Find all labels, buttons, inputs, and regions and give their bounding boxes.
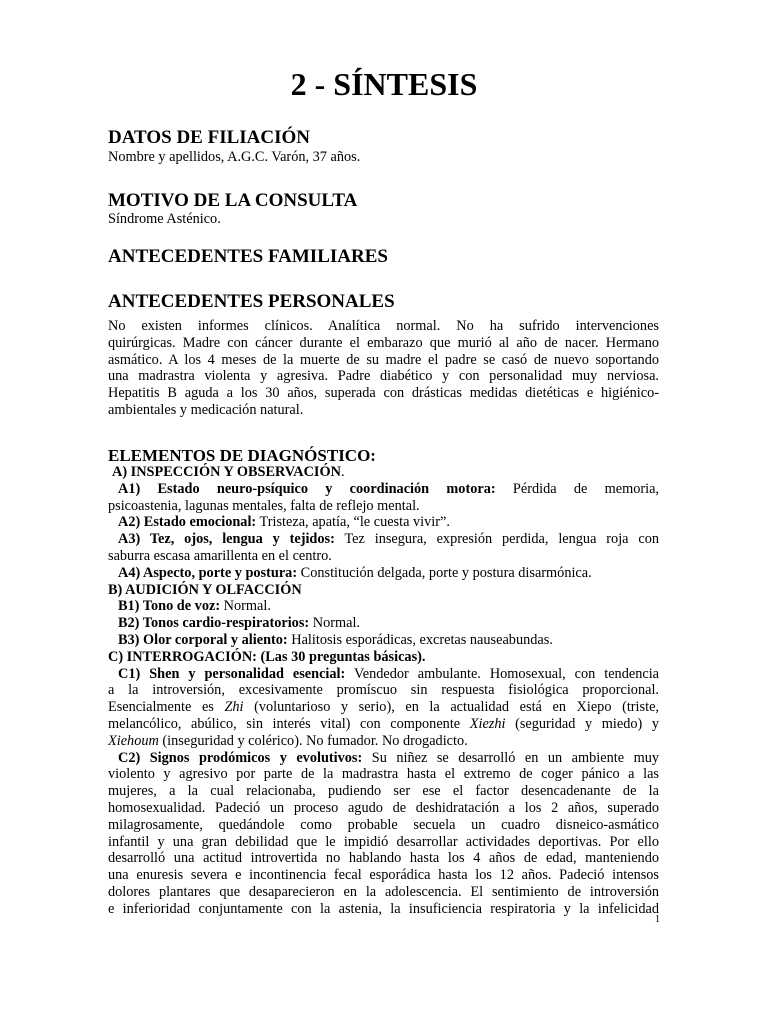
- text-line: mujeres, a la cual relacionaba, pudiendo ser ese el factor desencadenante de la: [108, 783, 659, 800]
- item-c1: C1) Shen y personalidad esencial: Vendedor ambulante. Homosexual, con tendencia: [118, 665, 660, 682]
- item-b1: B1) Tono de voz: Normal.: [118, 598, 271, 615]
- text-line: e inferioridad conjuntamente con la astenia, la insuficiencia respiratoria y la infelicidad: [108, 900, 659, 917]
- item-a4: A4) Aspecto, porte y postura: Constitución delgada, porte y postura disarmónica.: [118, 564, 592, 581]
- subsection-a: A) INSPECCIÓN Y OBSERVACIÓN.: [112, 464, 345, 480]
- section-heading-personales: ANTECEDENTES PERSONALES: [108, 291, 395, 312]
- section-heading-diagnostico: ELEMENTOS DE DIAGNÓSTICO:: [108, 446, 376, 465]
- text-line: quirúrgicas. Madre con cáncer durante el embarazo que murió al año de nacer. Hermano: [108, 334, 659, 351]
- item-a1: A1) Estado neuro-psíquico y coordinación motora: Pérdida de memoria,: [118, 480, 660, 497]
- item-a4-label: A4) Aspecto, porte y postura:: [118, 564, 298, 581]
- item-a3-label: A3) Tez, ojos, lengua y tejidos:: [118, 531, 335, 548]
- text-line: Xiehoum (inseguridad y colérico). No fumador. No drogadicto.: [108, 732, 468, 749]
- text-line: Esencialmente es Zhi (voluntarioso y serio), en la actualidad está en Xiepo (triste,: [108, 699, 659, 716]
- section-heading-motivo: MOTIVO DE LA CONSULTA: [108, 190, 358, 211]
- item-b2-label: B2) Tonos cardio-respiratorios:: [118, 615, 310, 632]
- page-number: 1: [655, 914, 660, 925]
- motivo-text: Síndrome Asténico.: [108, 211, 221, 227]
- item-c1-label: C1) Shen y personalidad esencial:: [118, 665, 346, 682]
- item-b3: B3) Olor corporal y aliento: Halitosis esporádicas, excretas nauseabundas.: [118, 631, 553, 648]
- item-c2: C2) Signos prodómicos y evolutivos: Su niñez se desarrolló en un ambiente muy: [118, 749, 659, 766]
- item-a2: A2) Estado emocional: Tristeza, apatía, “le cuesta vivir”.: [118, 514, 450, 531]
- text-line: homosexualidad. Padeció un proceso agudo de deshidratación a los 2 años, superado: [108, 799, 659, 816]
- item-a1-label: A1) Estado neuro-psíquico y coordinación motora:: [118, 480, 496, 497]
- item-a3: A3) Tez, ojos, lengua y tejidos: Tez insegura, expresión perdida, lengua roja con: [118, 531, 659, 548]
- section-heading-filiacion: DATOS DE FILIACIÓN: [108, 127, 311, 148]
- text-line: melancólico, abúlico, sin interés vital) con componente Xiezhi (seguridad y miedo) y: [108, 715, 659, 732]
- term-zhi: Zhi: [224, 699, 244, 716]
- term-xiezhi: Xiezhi: [469, 715, 506, 732]
- text-line: Hepatitis B aguda a los 30 años, superada con drásticas medidas dietéticas e higiénico-: [108, 385, 659, 402]
- filiacion-text: Nombre y apellidos, A.G.C. Varón, 37 años.: [108, 149, 361, 165]
- text-line: infantil y una gran debilidad que le impidió desarrollar actividades deportivas. Por ello: [108, 833, 659, 850]
- text-line: ambientales y medicación natural.: [108, 401, 304, 418]
- text-line: milagrosamente, quedándole como probable secuela un cuadro disneico-asmático: [108, 816, 659, 833]
- item-b1-label: B1) Tono de voz:: [118, 598, 221, 615]
- text-line: una enuresis severa e incontinencia fecal esporádica hasta los 12 años. Padeció intensos: [108, 867, 659, 884]
- text-line: a la introversión, excesivamente promíscuo sin respuesta fisiológica proporcional.: [108, 682, 659, 699]
- item-a3-cont: saburra escasa amarillenta en el centro.: [108, 547, 332, 564]
- section-heading-familiares: ANTECEDENTES FAMILIARES: [108, 246, 388, 267]
- item-b3-label: B3) Olor corporal y aliento:: [118, 631, 288, 648]
- subsection-c-title: C) INTERROGACIÓN: (Las 30 preguntas básicas).: [108, 648, 426, 665]
- subsection-a-title: A) INSPECCIÓN Y OBSERVACIÓN: [112, 464, 341, 480]
- diagnostico-body: [108, 464, 659, 918]
- item-a2-label: A2) Estado emocional:: [118, 514, 257, 531]
- term-xiehoum: Xiehoum: [108, 732, 159, 749]
- item-c2-label: C2) Signos prodómicos y evolutivos:: [118, 749, 363, 766]
- text-line: No existen informes clínicos. Analítica normal. No ha sufrido intervenciones: [108, 318, 659, 334]
- text-line: dolores plantares que desaparecieron en la adolescencia. El sentimiento de introversión: [108, 883, 659, 900]
- item-a1-cont: psicoastenia, lagunas mentales, falta de reflejo mental.: [108, 497, 420, 514]
- text-line: violento y agresivo por parte de la madrastra hasta el extremo de coger pánico a las: [108, 766, 659, 783]
- text-line: una madrastra violenta y agresiva. Padre diabético y con personalidad muy nerviosa.: [108, 368, 659, 385]
- text-line: desarrolló una actitud introvertida no hablando hasta los 4 años de edad, manteniendo: [108, 850, 659, 867]
- item-b2: B2) Tonos cardio-respiratorios: Normal.: [118, 615, 360, 632]
- page-title: 2 - SÍNTESIS: [290, 66, 478, 102]
- subsection-b-title: B) AUDICIÓN Y OLFACCIÓN: [108, 581, 302, 598]
- text-line: asmático. A los 4 meses de la muerte de su madre el padre se casó de nuevo soportando: [108, 351, 659, 368]
- personales-paragraph: [108, 318, 659, 419]
